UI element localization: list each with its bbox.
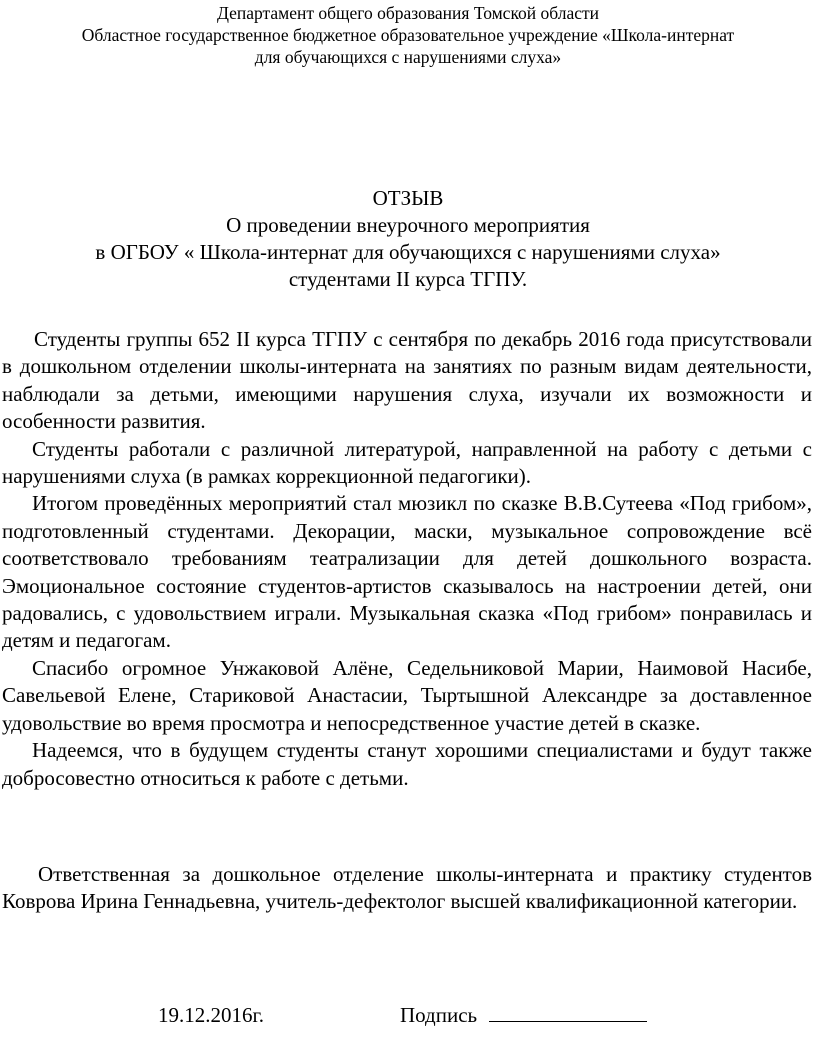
paragraph-4: Спасибо огромное Унжаковой Алёне, Седельниковой Марии, Наимовой Насибе, Савельевой Елене, Стариковой Анастасии, Тыртышной Александре за доставленное удовольствие во время просмотра и непосредственное участие детей в сказке. xyxy=(2,655,812,735)
paragraph-5: Надеемся, что в будущем студенты станут хорошими специалистами и будут также добросовестно относиться к работе с детьми. xyxy=(2,738,812,790)
paragraph-2: Студенты работали с различной литературой, направленной на работу с детьми с нарушениями слуха (в рамках коррекционной педагогики). xyxy=(2,436,812,489)
document-date: 19.12.2016г. xyxy=(158,1003,264,1027)
document-title: ОТЗЫВ xyxy=(372,186,444,210)
header-institution: Областное государственное бюджетное образовательное учреждение «Школа-интернат xyxy=(81,25,735,45)
header-institution-cont: для обучающихся с нарушениями слуха» xyxy=(254,47,562,67)
document-subtitle-1: О проведении внеурочного мероприятия xyxy=(226,213,590,237)
document-subtitle-2: в ОГБОУ « Школа-интернат для обучающихся с нарушениями слуха» xyxy=(95,240,721,264)
signature-label: Подпись xyxy=(400,1003,478,1027)
signature-block xyxy=(400,1002,647,1029)
responsible-person: Ответственная за дошкольное отделение школы-интерната и практику студентов Коврова Ирина Геннадьевна, учитель-дефектолог высшей квалификационной категории. xyxy=(2,862,812,914)
header-department: Департамент общего образования Томской области xyxy=(216,3,600,23)
signature-line xyxy=(489,1003,647,1022)
paragraph-3: Итогом проведённых мероприятий стал мюзикл по сказке В.В.Сутеева «Под грибом», подготовленный студентами. Декорации, маски, музыкальное сопровождение всё соответствовало требованиям театрализации для детей дошкольного возраста. Эмоциональное состояние студентов-артистов сказывалось на настроении детей, они радовались, с удовольствием играли. Музыкальная сказка «Под грибом» понравилась и детям и педагогам. xyxy=(2,491,812,653)
organization-header xyxy=(0,2,816,68)
paragraph-1: Студенты группы 652 II курса ТГПУ с сентября по декабрь 2016 года присутствовали в дошкольном отделении школы-интерната на занятиях по разным видам деятельности, наблюдали за детьми, имеющими нарушения слуха, изучали их возможности и особенности развития. xyxy=(2,327,812,434)
review-body xyxy=(2,326,812,792)
document-title-block xyxy=(0,185,816,293)
document-subtitle-3: студентами II курса ТГПУ. xyxy=(288,267,528,291)
